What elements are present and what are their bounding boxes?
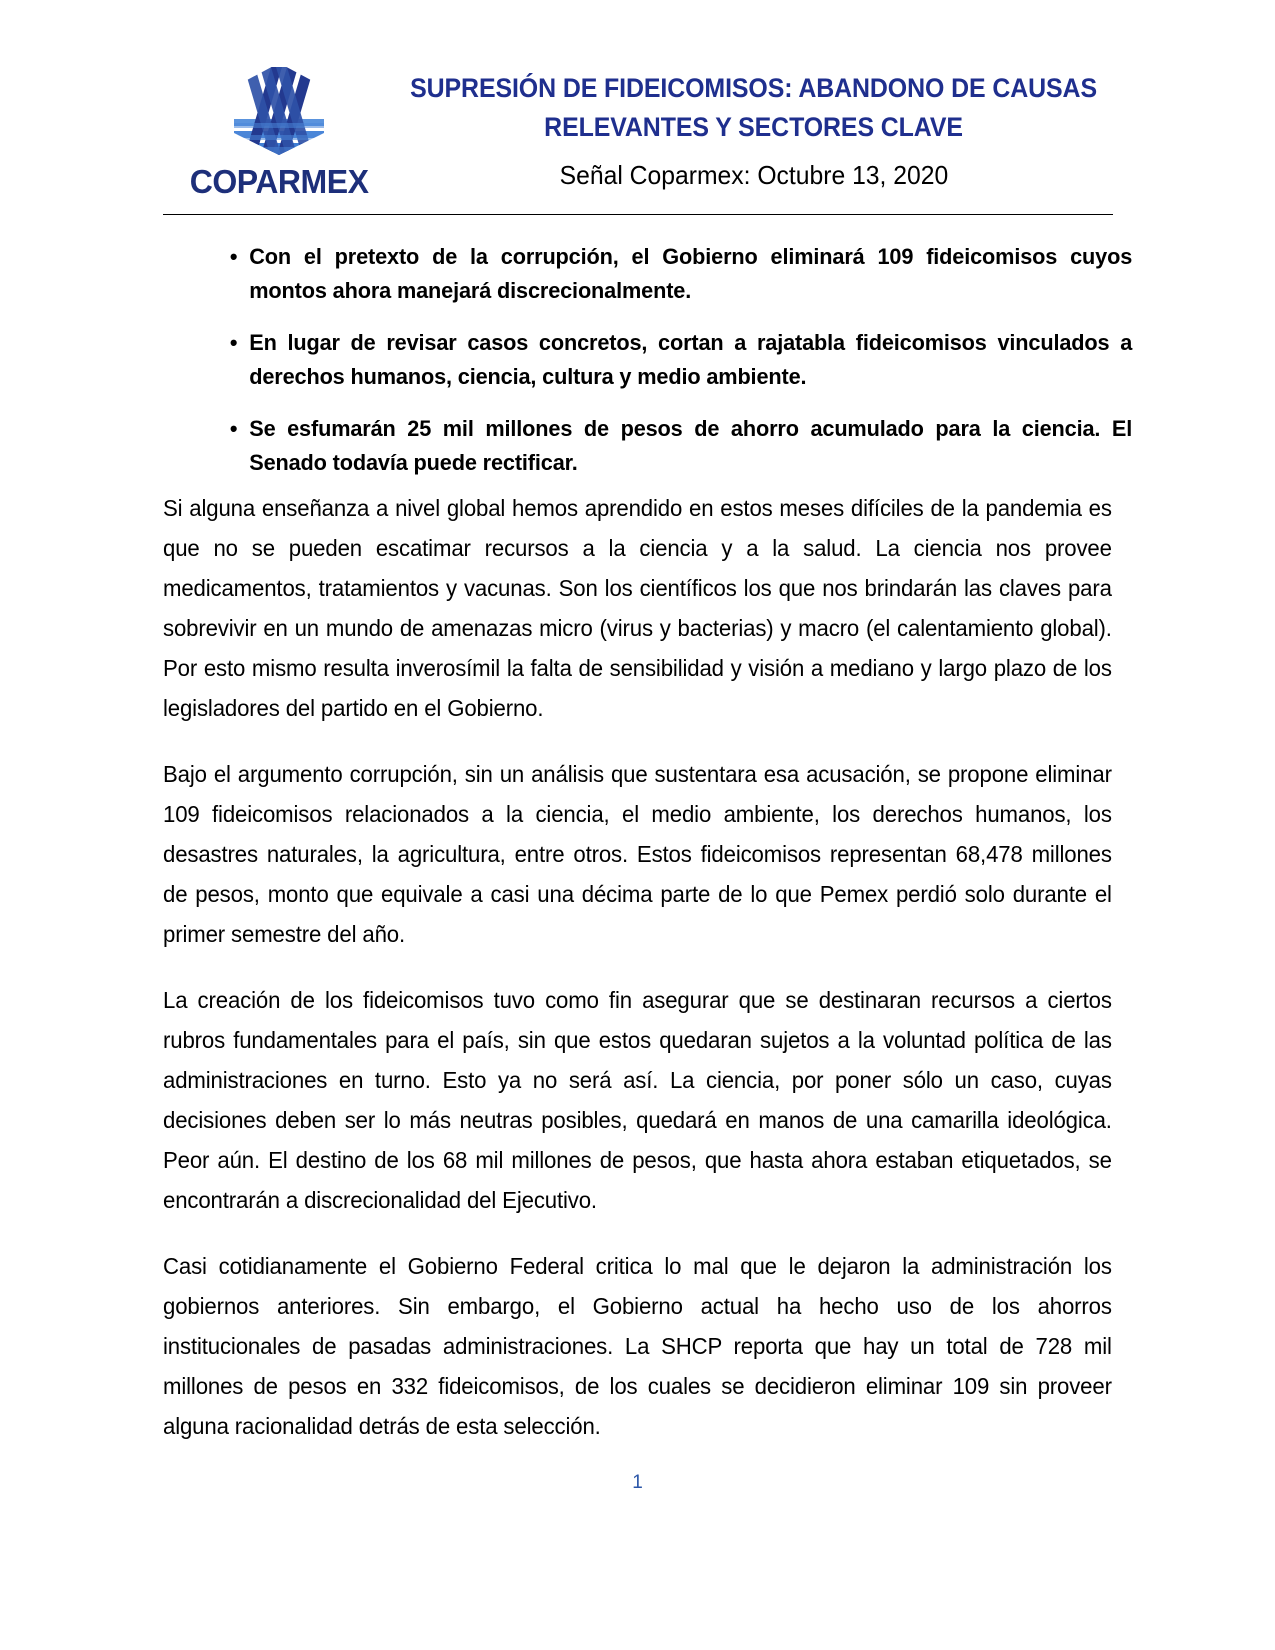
brand-name: COPARMEX [189,163,369,200]
list-item [228,240,1132,308]
header-divider [163,214,1113,215]
bullet-marker-icon: • [229,244,238,269]
list-item-text: En lugar de revisar casos concretos, cortan a rajatabla fideicomisos vinculados a derechos humanos, ciencia, cultura y medio ambiente. [249,329,1133,389]
bullet-marker-icon: • [229,329,238,355]
header-text-block [395,55,1113,192]
list-item [228,326,1132,394]
body-paragraph: Si alguna enseñanza a nivel global hemos aprendido en estos meses difíciles de la pandemia es que no se pueden escatimar recursos a la ciencia y a la salud. La ciencia nos provee medicamentos, tratamientos y vacunas. Son los científicos los que nos brindarán las claves para sobrevivir en un mundo de amenazas micro (virus y bacterias) y macro (el calentamiento global). Por esto mismo resulta inverosímil la falta de sensibilidad y visión a mediano y largo plazo de los legisladores del partido en el Gobierno. [163,495,1112,722]
list-item-text: Se esfumarán 25 mil millones de pesos de ahorro acumulado para la ciencia. El Senado todavía puede rectificar. [249,415,1133,475]
list-item-text: Con el pretexto de la corrupción, el Gobierno eliminará 109 fideicomisos cuyos montos ahora manejará discrecionalmente. [249,244,1133,303]
bullet-marker-icon: • [229,415,238,441]
article-body [163,488,1113,1446]
page-title: SUPRESIÓN DE FIDEICOMISOS: ABANDONO DE CAUSAS RELEVANTES Y SECTORES CLAVE [410,73,1098,143]
list-item [228,412,1132,480]
document-header [163,55,1113,210]
body-paragraph: Casi cotidianamente el Gobierno Federal critica lo mal que le dejaron la administración los gobiernos anteriores. Sin embargo, el Gobierno actual ha hecho uso de los ahorros institucionales de pasadas administraciones. La SHCP reporta que hay un total de 728 mil millones de pesos en 332 fideicomisos, de los cuales se decidieron eliminar 109 sin proveer alguna racionalidad detrás de esta selección. [163,1253,1112,1440]
body-paragraph: Bajo el argumento corrupción, sin un análisis que sustentara esa acusación, se propone eliminar 109 fideicomisos relacionados a la ciencia, el medio ambiente, los derechos humanos, los desastres naturales, la agricultura, entre otros. Estos fideicomisos representan 68,478 millones de pesos, monto que equivale a casi una décima parte de lo que Pemex perdió solo durante el primer semestre del año. [163,761,1112,948]
brand-block [163,55,395,201]
document-subtitle: Señal Coparmex: Octubre 13, 2020 [559,160,949,191]
body-paragraph: La creación de los fideicomisos tuvo como fin asegurar que se destinaran recursos a ciertos rubros fundamentales para el país, sin que estos quedaran sujetos a la voluntad política de las administraciones en turno. Esto ya no será así. La ciencia, por poner sólo un caso, cuyas decisiones deben ser lo más neutras posibles, quedará en manos de una camarilla ideológica. Peor aún. El destino de los 68 mil millones de pesos, que hasta ahora estaban etiquetados, se encontrarán a discrecionalidad del Ejecutivo. [163,987,1112,1214]
page-number: 1 [632,1472,643,1493]
coparmex-hexagon-logo-icon [227,61,331,157]
key-points-list [228,240,1133,480]
